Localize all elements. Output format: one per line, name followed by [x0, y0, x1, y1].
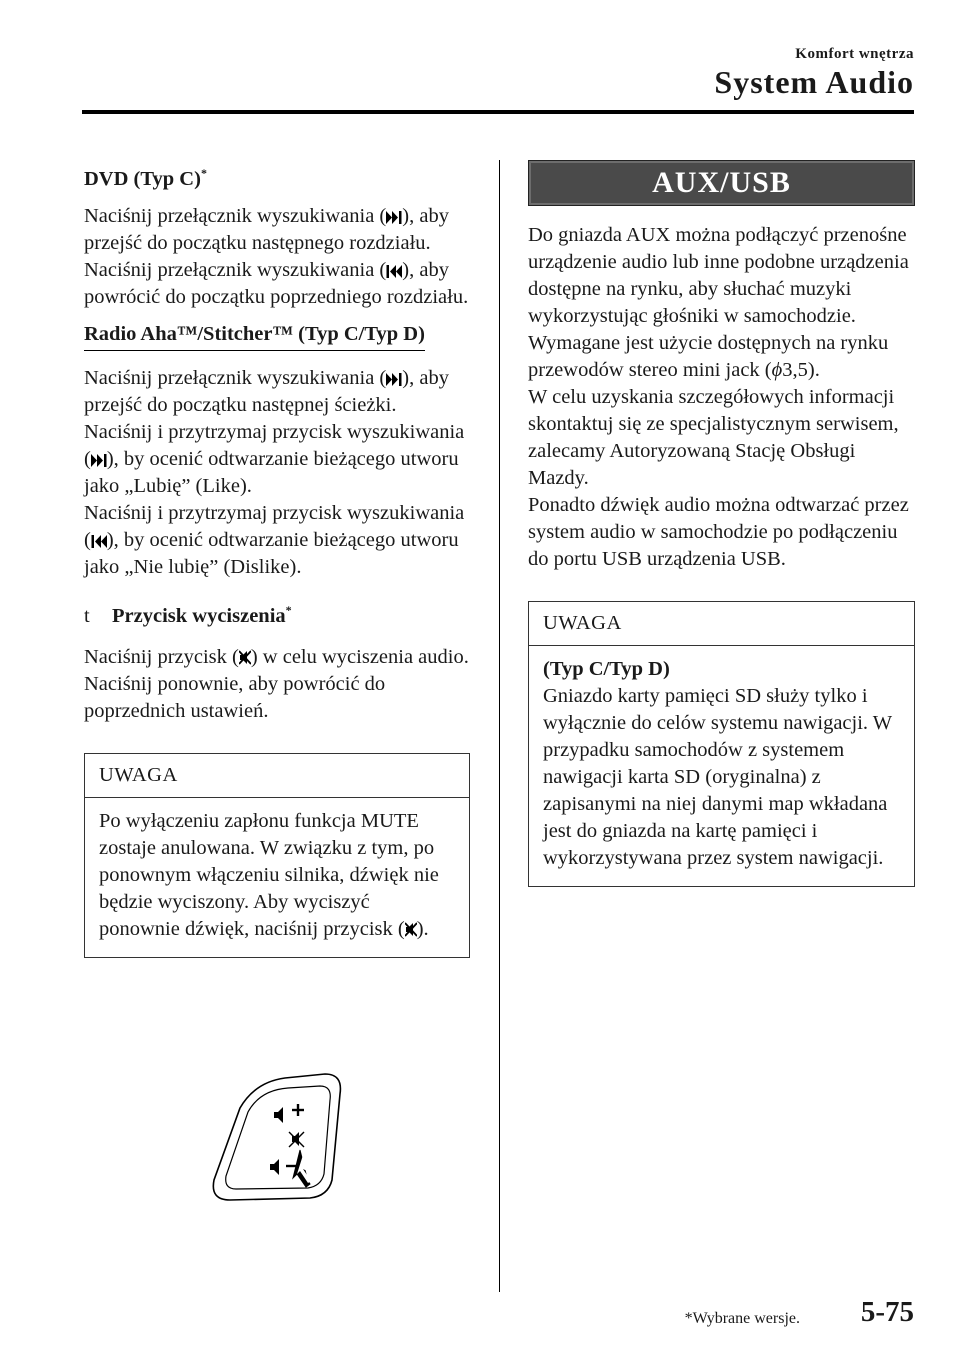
mute-heading: t Przycisk wyciszenia*	[84, 597, 470, 630]
radio-paragraph-like: Naciśnij i przytrzymaj przycisk wyszukiwania ( ), by ocenić odtwarzanie bieżącego utworu jako „Lubię” (Like).	[84, 420, 465, 497]
dvd-heading: DVD (Typ C)*	[84, 166, 207, 190]
note-text: Gniazdo karty pamięci SD służy tylko i wyłącznie do celów systemu nawigacji. W przypadku samochodów z systemem nawigacji karta SD (oryginalna) z zapisanymi na niej danymi map wkładana jest do gniazda na kartę pamięci i wykorzystywana przez system nawigacji.	[543, 685, 892, 869]
mute-icon	[405, 922, 417, 937]
header-rule	[82, 110, 914, 114]
mute-icon	[239, 650, 251, 665]
mute-paragraph: Naciśnij przycisk ( ) w celu wyciszenia audio. Naciśnij ponownie, aby powrócić do poprzednich ustawień.	[84, 645, 469, 722]
optional-marker: *	[200, 166, 207, 180]
page-title: System Audio	[714, 64, 914, 100]
seek-forward-icon	[91, 454, 107, 467]
radio-paragraph-dislike: Naciśnij i przytrzymaj przycisk wyszukiwania ( ), by ocenić odtwarzanie bieżącego utworu jako „Nie lubię” (Dislike).	[84, 501, 465, 578]
note-body	[85, 798, 469, 957]
note-title: UWAGA	[529, 602, 914, 646]
left-column	[84, 160, 470, 958]
note-box-sd	[528, 601, 915, 887]
page-number: 5-75	[860, 1296, 914, 1328]
dvd-paragraph-prev: Naciśnij przełącznik wyszukiwania ( ), aby powrócić do początku poprzedniego rozdziału.	[84, 258, 469, 308]
radio-heading: Radio Aha™/Stitcher™ (Typ C/Typ D)	[84, 321, 425, 351]
mute-bullet: t	[84, 604, 90, 627]
note-box-mute	[84, 753, 470, 958]
note-body	[529, 646, 914, 886]
seek-back-icon	[91, 535, 107, 548]
radio-paragraph-next: Naciśnij przełącznik wyszukiwania ( ), aby przejść do początku następnej ścieżki.	[84, 366, 449, 416]
section-label: Komfort wnętrza	[795, 46, 914, 62]
service-paragraph: W celu uzyskania szczegółowych informacji skontaktuj się ze specjalistycznym serwisem, zalecamy Autoryzowaną Stację Obsługi Mazdy.	[528, 386, 899, 489]
note-text: Po wyłączeniu zapłonu funkcja MUTE zostaje anulowana. W związku z tym, po ponownym włączeniu silnika, dźwięk nie będzie wyciszony. Aby wyciszyć ponownie dźwięk, naciśnij przycisk ( ).	[99, 809, 439, 940]
jack-paragraph: Wymagane jest użycie dostępnych na rynku przewodów stereo mini jack (ϕ3,5).	[528, 332, 889, 381]
footnote: *Wybrane wersje.	[684, 1310, 800, 1327]
seek-forward-icon	[386, 373, 402, 386]
diameter-symbol: ϕ	[771, 359, 783, 381]
seek-forward-icon	[386, 211, 402, 224]
note-subheading: (Typ C/Typ D)	[543, 658, 670, 680]
dvd-paragraph-next: Naciśnij przełącznik wyszukiwania ( ), aby przejść do początku następnego rozdziału.	[84, 204, 449, 254]
aux-usb-banner: AUX/USB	[528, 160, 915, 206]
steering-switch-illustration	[200, 1068, 360, 1208]
aux-paragraph: Do gniazda AUX można podłączyć przenośne urządzenie audio lub inne podobne urządzenia dostępne na rynku, aby słuchać muzyki wykorzystując głośniki w samochodzie.	[528, 224, 909, 327]
note-title: UWAGA	[85, 754, 469, 798]
seek-back-icon	[386, 265, 402, 278]
right-column	[528, 160, 915, 887]
usb-paragraph: Ponadto dźwięk audio można odtwarzać przez system audio w samochodzie po podłączeniu do portu USB urządzenia USB.	[528, 494, 909, 570]
optional-marker: *	[285, 602, 292, 617]
column-divider	[499, 160, 500, 1292]
